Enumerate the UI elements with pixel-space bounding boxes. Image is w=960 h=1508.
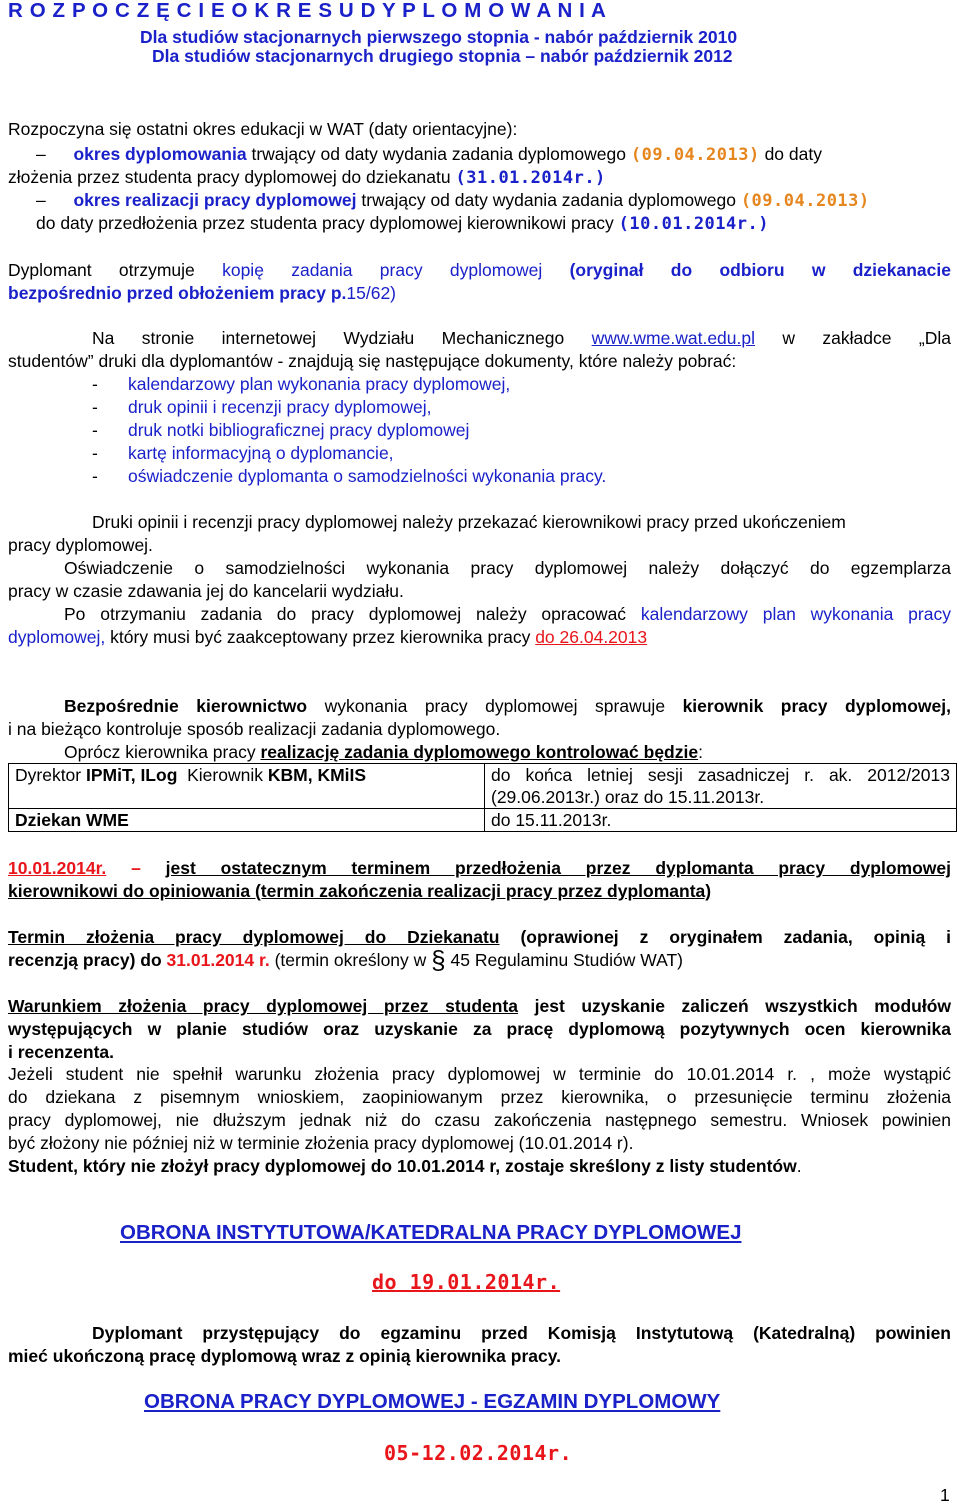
druki-line-4: pracy w czasie zdawania jej do kancelarii wydziału. <box>8 581 404 601</box>
intro-period-1 <box>36 143 822 166</box>
copy-original-note: bezpośrednio przed obłożeniem pracy p. <box>8 283 347 303</box>
header-line-2: Dla studiów stacjonarnych drugiego stopnia – nabór październik 2012 <box>152 46 733 66</box>
obrona-line-2: mieć ukończoną pracę dyplomową wraz z opinią kierownika pracy. <box>8 1346 562 1366</box>
termin2-line-1: Termin złożenia pracy dyplomowej do Dziekanatu (oprawionej z oryginałem zadania, opinią i <box>8 927 952 947</box>
document-list <box>92 373 606 488</box>
copy-page-ref: 15/62) <box>346 283 397 303</box>
druki-line-5: Po otrzymaniu zadania do pracy dyplomowej należy opracować kalendarzowy plan wykonania pracy <box>64 604 951 624</box>
intro-period-1-line2 <box>8 166 606 189</box>
table-cell: do 15.11.2013r. <box>485 809 957 832</box>
warunek-line-7: być złożony nie później niż w terminie złożenia pracy dyplomowej (10.01.2014 r). <box>8 1133 634 1153</box>
table-row <box>9 809 957 832</box>
table-cell: Dziekan WME <box>9 809 485 832</box>
obrona-line-1: Dyplomant przystępujący do egzaminu przed Komisją Instytutową (Katedralną) powinien <box>92 1323 951 1343</box>
intro-line: Rozpoczyna się ostatni okres edukacji w WAT (daty orientacyjne): <box>8 119 518 139</box>
list-item: - druk notki bibliograficznej pracy dyplomowej <box>92 420 470 440</box>
kierownictwo-line-3: Oprócz kierownika pracy realizację zadania dyplomowego kontrolować będzie: <box>64 742 703 762</box>
page-number: 1 <box>940 1485 950 1505</box>
dash: – <box>36 144 46 164</box>
termin-line-1: 10.01.2014r. – jest ostatecznym terminem przedłożenia przez dyplomanta pracy dyplomowej <box>8 858 951 878</box>
intro-period-2-line2 <box>36 212 769 235</box>
period-text: do daty <box>764 144 822 164</box>
control-table <box>8 763 957 832</box>
website-text: w zakładce „Dla <box>782 328 951 348</box>
period-label: okres dyplomowania <box>73 144 247 164</box>
copy-original-note: (oryginał do odbioru w dziekanacie <box>569 260 951 280</box>
website-line-2: studentów” druki dla dyplomantów - znajdują się następujące dokumenty, które należy pobrać: <box>8 351 737 371</box>
list-item: - druk opinii i recenzji pracy dyplomowej, <box>92 397 432 417</box>
egzamin-date: 05-12.02.2014r. <box>384 1441 573 1465</box>
table-cell: do końca letniej sesji zasadniczej r. ak. 2012/2013 (29.06.2013r.) oraz do 15.11.2013r. <box>485 764 957 809</box>
copy-text: Dyplomant otrzymuje <box>8 260 195 280</box>
date: (10.01.2014r.) <box>618 214 769 234</box>
dash: – <box>36 190 46 210</box>
kierownictwo-line-2: i na bieżąco kontroluje sposób realizacji zadania dyplomowego. <box>8 719 501 739</box>
druki-line-3: Oświadczenie o samodzielności wykonania pracy dyplomowej należy dołączyć do egzemplarza <box>64 558 951 578</box>
website-text: Na stronie internetowej Wydziału Mechanicznego <box>92 328 565 348</box>
list-item: - kalendarzowy plan wykonania pracy dyplomowej, <box>92 374 511 394</box>
date: (09.04.2013) <box>740 191 870 211</box>
list-item: - oświadczenie dyplomanta o samodzielności wykonania pracy. <box>92 466 607 486</box>
egzamin-title: OBRONA PRACY DYPLOMOWEJ - EGZAMIN DYPLOMOWY <box>144 1390 721 1413</box>
kierownictwo-line-1: Bezpośrednie kierownictwo wykonania pracy dyplomowej sprawuje kierownik pracy dyplomowej, <box>64 696 951 716</box>
warunek-line-3: i recenzenta. <box>8 1042 115 1062</box>
page-title: R O Z P O C Z Ę C I E O K R E S U D Y P L O M O W A N I A <box>8 0 607 22</box>
druki-line-1: Druki opinii i recenzji pracy dyplomowej należy przekazać kierownikowi pracy przed ukończeniem <box>92 512 846 532</box>
table-cell: Dyrektor IPMiT, ILog Kierownik KBM, KMiIS <box>9 764 485 809</box>
date: (31.01.2014r.) <box>455 168 606 188</box>
copy-line-2 <box>8 282 396 304</box>
obrona-date: do 19.01.2014r. <box>372 1270 561 1294</box>
termin2-line-2: recenzją pracy) do 31.01.2014 r. (termin określony w § 45 Regulaminu Studiów WAT) <box>8 945 683 975</box>
deadline-date: do 26.04.2013 <box>535 627 648 647</box>
copy-highlight: kopię zadania pracy dyplomowej <box>222 260 543 280</box>
period-text: trwający od daty wydania zadania dyplomowego <box>251 144 626 164</box>
period-text: trwający od daty wydania zadania dyplomowego <box>361 190 736 210</box>
period-text: do daty przedłożenia przez studenta pracy dyplomowej kierownikowi pracy <box>36 213 614 233</box>
warunek-line-5: do dziekana z pisemnym wnioskiem, zaopiniowanym przez kierownika, o przesunięcie terminu złożenia <box>8 1087 951 1107</box>
druki-line-2: pracy dyplomowej. <box>8 535 153 555</box>
obrona-title: OBRONA INSTYTUTOWA/KATEDRALNA PRACY DYPLOMOWEJ <box>120 1221 742 1244</box>
warunek-line-6: pracy dyplomowej, nie dłuższym jednak niż do czasu zakończenia następnego semestru. Wniosek powinien <box>8 1110 951 1130</box>
warunek-line-2: występujących w planie studiów oraz uzyskanie za pracę dyplomową pozytywnych ocen kierownika <box>8 1019 951 1039</box>
section-icon: § <box>431 945 446 975</box>
warunek-line-8: Student, który nie złożył pracy dyplomowej do 10.01.2014 r, zostaje skreślony z listy studentów. <box>8 1156 802 1176</box>
date: (09.04.2013) <box>630 145 760 165</box>
druki-line-6: dyplomowej, który musi być zaakceptowany przez kierownika pracy do 26.04.2013 <box>8 627 648 647</box>
header-line-1: Dla studiów stacjonarnych pierwszego stopnia - nabór październik 2010 <box>140 27 738 47</box>
list-item: - kartę informacyjną o dyplomancie, <box>92 443 394 463</box>
period-text: złożenia przez studenta pracy dyplomowej do dziekanatu <box>8 167 451 187</box>
website-link[interactable]: www.wme.wat.edu.pl <box>591 328 756 348</box>
copy-line-1 <box>8 259 951 281</box>
website-line-1 <box>92 327 951 349</box>
table-row <box>9 764 957 809</box>
period-label: okres realizacji pracy dyplomowej <box>73 190 357 210</box>
intro-period-2 <box>36 189 870 212</box>
termin-line-2: kierownikowi do opiniowania (termin zakończenia realizacji pracy przez dyplomanta) <box>8 881 712 901</box>
warunek-line-4: Jeżeli student nie spełnił warunku złożenia pracy dyplomowej w terminie do 10.01.2014 r. , może wystąpić <box>8 1064 951 1084</box>
warunek-line-1: Warunkiem złożenia pracy dyplomowej przez studenta jest uzyskanie zaliczeń wszystkich modułów <box>8 996 951 1016</box>
